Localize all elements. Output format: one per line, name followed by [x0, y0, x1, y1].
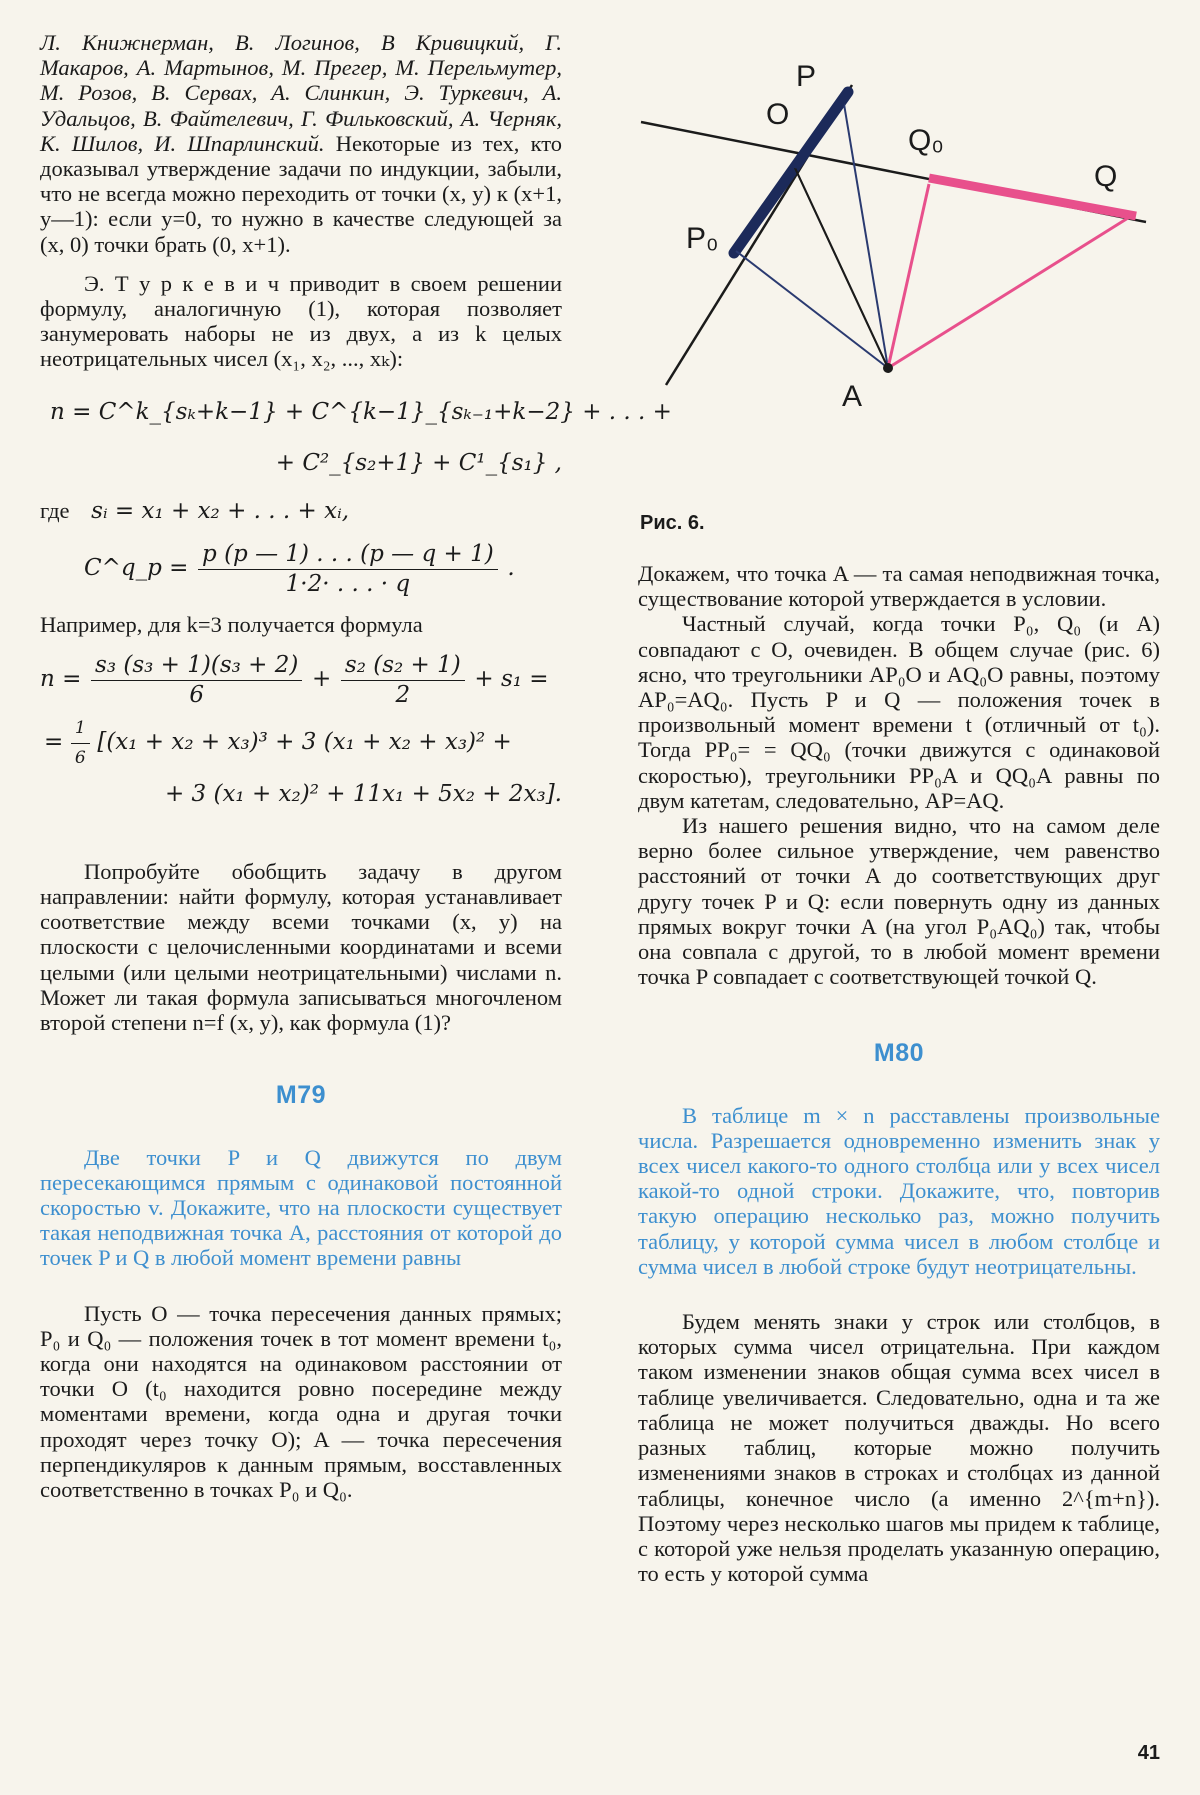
k3-numerator-2: s₂ (s₂ + 1) [341, 653, 465, 681]
left-column [40, 30, 672, 1502]
expanded-frac-num: 1 [71, 716, 90, 744]
label-o: O [766, 98, 790, 131]
m79-solution-start: Пусть O — точка пересечения данных прямых; P₀ и Q₀ — положения точек в тот момент времени t₀, когда они находятся на одинаковом расстоянии от точки O (t₀ находится ровно посередине между моментами времени, когда одна и другая точки проходят через точку O); A — точка пересечения перпендикуляров к данным прямым, восставленных соответственно в точках P₀ и Q₀. [40, 1300, 562, 1502]
formula-partial-sum [40, 498, 562, 524]
turkevich-paragraph: Э. Т у р к е в и ч приводит в своем решении формулу, аналогичную (1), которая позволяет занумеровать наборы не из двух, а из k целых неотрицательных чисел (x₁, x₂, ..., xₖ): [40, 270, 562, 372]
induction-remark: Некоторые из тех, кто доказывал утверждение задачи по индукции, забыли, что не всегда можно переходить от точки (x, y) к (x+1, y—1): если y=0, то нужно в качестве следующей за (x, 0) точки брать (0, x+1). [40, 130, 563, 257]
formula-binomial-coefficient: C^q_p = $\frac{p (p — 1) . . . (p — q + 1)}{1\cdot 2\cdot . . . \cdot q}$ . [84, 541, 515, 598]
proof-paragraph-2: Частный случай, когда точки P₀, Q₀ (и A) совпадают с O, очевиден. В общем случае (рис. 6) ясно, что треугольники AP₀O и AQ₀O равны, поэтому AP₀=AQ₀. Пусть P и Q — положения точек в произвольный момент времени t (отличный от t₀). Тогда PP₀= = QQ₀ (точки движутся с одинаковой скоростью), треугольники PP₀A и QQ₀A равны по двум катетам, следовательно, AP=AQ. [638, 611, 1160, 813]
solver-names: Л. Книжнерман, В. Логинов, В Кривицкий, Г. Макаров, А. Мартынов, М. Прегер, М. Перельмутер, М. Розов, В. Серваx, А. Слинкин, Э. Туркевич, А. Удальцов, В. Файтелевич, Г. Фильковский, А. Черняк, К. Шилов, И. Шпарлинский. [40, 30, 562, 156]
segment-p0-p-bold [734, 92, 848, 253]
formula-expanded-line2: + 3 (x₁ + x₂)² + 11x₁ + 5x₂ + 2x₃]. [164, 780, 562, 807]
generalization-paragraph: Попробуйте обобщить задачу в другом направлении: найти формулу, которая устанавливает соответствие между всеми точками (x, y) на плоскости с целочисленными координатами и всеми целыми (или целыми неотрицательными) числами n. Может ли такая формула записываться многочленом второй степени n=f (x, y), как формула (1)? [40, 858, 562, 1036]
expanded-frac-den: 6 [74, 748, 86, 769]
formula-binomial-sum-line2: + C²_{s₂+1} + C¹_{s₁} , [275, 449, 562, 476]
segment-a-q [888, 218, 1128, 368]
label-p: P [796, 60, 817, 93]
example-paragraph: Например, для k=3 получается формула [40, 611, 423, 637]
segment-a-p0 [736, 251, 888, 368]
k3-denominator-2: 2 [395, 682, 411, 709]
formula-expanded-line1 [40, 716, 562, 771]
proof-paragraph-3: Из нашего решения видно, что на самом деле верно более сильное утверждение, чем равенство расстояний от точки A до соответствующих друг другу точек P и Q: если повернуть одну из данных прямых вокруг точки A (на угол P₀AQ₀) так, чтобы она совпала с другой, то в любой момент времени точка P совпадает с соответствующей точкой Q. [638, 813, 1160, 990]
label-q0: Q₀ [908, 124, 944, 157]
expanded-bracket: [(x₁ + x₂ + x₃)³ + 3 (x₁ + x₂ + x₃)² + [97, 729, 512, 756]
m79-problem-statement: Две точки P и Q движутся по двум пересекающимся прямым с одинаковой постоянной скоростью v. Докажите, что на плоскости существует такая неподвижная точка A, расстояния от которой до точек P и Q в любой момент времени равны [40, 1144, 562, 1271]
k3-tail: + s₁ = [474, 665, 549, 692]
segment-a-q0 [888, 184, 929, 368]
proof-paragraph-1: Докажем, что точка A — та самая неподвижная точка, существование которой утверждается в условии. [638, 561, 1160, 612]
figure-caption: Рис. 6. [640, 512, 705, 534]
formula-binomial-sum-line1: n = C^k_{sₖ+k−1} + C^{k−1}_{sₖ₋₁+k−2} + . . . + [50, 398, 672, 425]
m80-solution-start: Будем менять знаки у строк или столбцов, в которых сумма чисел отрицательна. При каждом таком изменении знаков общая сумма всех чисел в таблице увеличивается. Следовательно, одна и та же таблица не может получиться дважды. Но всего разных таблиц, которые можно получить изменениями знаков в строках и столбцах из данной таблицы, конечное число (а именно 2^{m+n}). Поэтому через несколько шагов мы придем к таблице, с которой уже нельзя проделать указанную операцию, то есть у которой сумма [638, 1309, 1160, 1587]
label-a: A [842, 380, 863, 413]
geometry-diagram [636, 50, 1166, 420]
k3-numerator-1: s₃ (s₃ + 1)(s₃ + 2) [91, 653, 302, 681]
figure-6 [636, 50, 1166, 420]
point-a [883, 363, 893, 373]
heading-m79: M79 [275, 1081, 327, 1110]
segment-o-a-shared [795, 168, 888, 368]
binomial-lhs: C^q_p = [84, 555, 189, 582]
expanded-eq: = [44, 729, 64, 756]
where-label: где [40, 498, 70, 524]
segment-a-p [844, 104, 888, 368]
k3-denominator-1: 6 [189, 682, 205, 709]
label-p0: P₀ [686, 222, 719, 255]
binomial-numerator: p (p — 1) . . . (p — q + 1) [198, 542, 498, 570]
heading-m80: M80 [873, 1039, 925, 1068]
partial-sum-expression: sᵢ = x₁ + x₂ + . . . + xᵢ, [91, 498, 350, 525]
right-column [638, 561, 1160, 1586]
acknowledgements-names [40, 30, 562, 257]
formula-k3: n = $\frac{\text{s₃ (s₃ + 1)(s₃ + 2)}}{6}$ + $\frac{\text{s₂ (s₂ + 1)}}{2}$ + s₁ = [40, 651, 549, 709]
m80-problem-statement: В таблице m × n расставлены произвольные числа. Разрешается одновременно изменить знак у всех чисел какого-то одного столбца или у всех чисел какой-то одной строки. Докажите, что, повторив такую операцию несколько раз, можно получить таблицу, у которой сумма чисел в любом столбце и сумма чисел в любой строке будут неотрицательны. [638, 1102, 1160, 1279]
k3-lhs: n = [40, 665, 82, 692]
binomial-denominator: 1·2· . . . · q [285, 571, 411, 598]
label-q: Q [1094, 160, 1118, 193]
page-number: 41 [1137, 1742, 1160, 1764]
